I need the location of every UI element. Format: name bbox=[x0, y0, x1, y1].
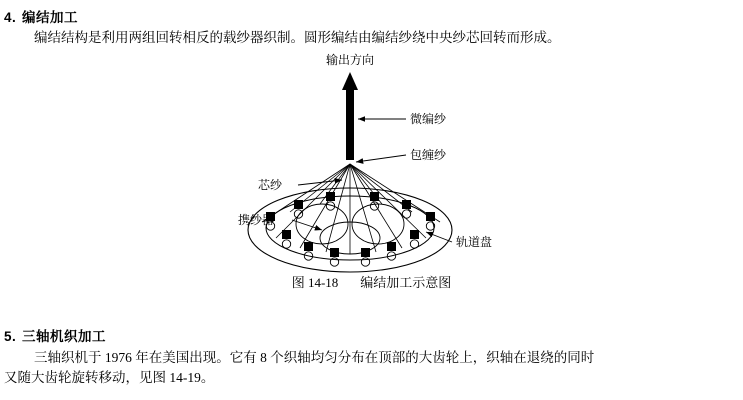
figure-caption-number: 图 14-18 bbox=[291, 275, 339, 290]
label-track-plate: 轨道盘 bbox=[456, 235, 493, 249]
label-wrap-yarn: 包缠纱 bbox=[410, 148, 447, 162]
section-paragraph-5-line2: 又随大齿轮旋转移动，见图 14-19。 bbox=[4, 370, 215, 385]
section-paragraph-5-line1: 三轴织机于 1976 年在美国出现。它有 8 个织轴均匀分布在顶部的大齿轮上，织轴在退绕的同时 bbox=[34, 350, 595, 365]
section-title-5: 三轴机织加工 bbox=[22, 329, 106, 344]
label-output-direction: 输出方向 bbox=[325, 53, 375, 67]
section-paragraph-4: 编结结构是利用两组回转相反的载纱器织制。圆形编结由编结纱绕中央纱芯回转而形成。 bbox=[34, 30, 561, 45]
section-heading-4 bbox=[4, 6, 78, 26]
section-paragraph-5 bbox=[4, 348, 724, 388]
section-heading-5 bbox=[4, 325, 106, 345]
section-number-4: 4. bbox=[4, 10, 17, 25]
label-core-yarn: 芯纱 bbox=[258, 178, 283, 192]
braiding-process-diagram bbox=[230, 52, 520, 282]
label-yarn-carrier: 携纱器 bbox=[238, 213, 275, 227]
figure-caption bbox=[0, 272, 743, 291]
label-micro-braid-yarn: 微编纱 bbox=[410, 112, 447, 126]
figure-caption-text: 编结加工示意图 bbox=[360, 275, 452, 290]
section-title-4: 编结加工 bbox=[22, 10, 78, 25]
section-number-5: 5. bbox=[4, 329, 17, 344]
